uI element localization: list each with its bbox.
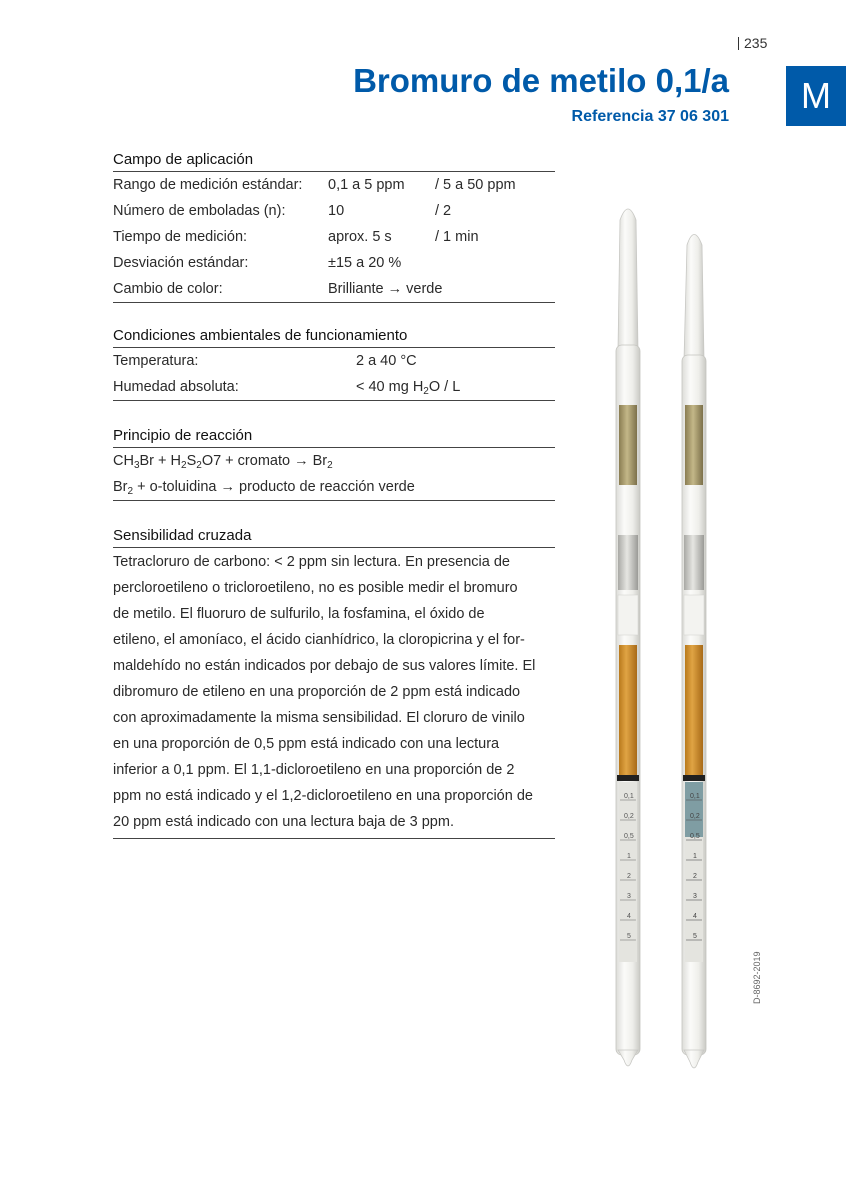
table-row: [113, 198, 555, 224]
text-line: inferior a 0,1 ppm. El 1,1-dicloroetileno en una proporción de 2: [113, 762, 515, 778]
scale-label: 0,2: [690, 813, 700, 820]
divider: [113, 500, 555, 501]
row-label: Desviación estándar:: [113, 255, 249, 271]
text-line: dibromuro de etileno en una proporción de 2 ppm está indicado: [113, 684, 521, 700]
scale-label: 5: [627, 933, 631, 940]
page-number: 235: [738, 35, 767, 51]
scale-label: 1: [627, 853, 631, 860]
scale-label: 3: [693, 893, 697, 900]
text-line: percloroetileno o tricloroetileno, no es posible medir el bromuro: [113, 580, 518, 596]
table-row: [113, 172, 555, 198]
row-label: Número de emboladas (n):: [113, 203, 286, 219]
reaction-line: $Br_2$ + o-toluidina → producto de reacción verde: [113, 479, 415, 497]
reference-number: Referencia 37 06 301: [571, 108, 729, 125]
scale-label: 0,5: [690, 833, 700, 840]
section-tab: M: [786, 66, 846, 126]
principio-heading: Principio de reacción: [113, 425, 555, 448]
sensibilidad-section: [113, 525, 555, 839]
divider: [113, 400, 555, 401]
row-value: Brilliante → verde: [328, 281, 443, 297]
row-value: ±15 a 20 %: [328, 255, 402, 271]
scale-label: 0,2: [624, 813, 634, 820]
text-line: de metilo. El fluoruro de sulfurilo, la fosfamina, el óxido de: [113, 606, 485, 622]
scale-label: 0,5: [624, 833, 634, 840]
tube-left: [616, 209, 640, 1066]
row-label: Cambio de color:: [113, 281, 223, 297]
text-line: ppm no está indicado y el 1,2-dicloroetileno en una proporción de: [113, 788, 533, 804]
row-value: 2 a 40 °C: [356, 353, 417, 369]
campo-heading: Campo de aplicación: [113, 149, 555, 172]
tube-right: [682, 235, 706, 1069]
scale-label: 5: [693, 933, 697, 940]
page-title: Bromuro de metilo 0,1/a: [353, 62, 729, 99]
table-row: [113, 348, 555, 374]
scale-label: 1: [693, 853, 697, 860]
row-value: < 40 mg $H_2O$ / L: [356, 379, 461, 397]
text-line: Tetracloruro de carbono: < 2 ppm sin lectura. En presencia de: [113, 554, 510, 570]
sensibilidad-text: [113, 548, 555, 838]
detector-tubes-photo: [600, 200, 745, 1080]
divider: [113, 838, 555, 839]
table-row: [113, 250, 555, 276]
scale-label: 0,1: [624, 793, 634, 800]
text-line: con aproximadamente la misma sensibilidad. El cloruro de vinilo: [113, 710, 525, 726]
row-label: Humedad absoluta:: [113, 379, 239, 395]
row-value: 10: [328, 203, 345, 219]
row-value-alt: / 1 min: [435, 229, 479, 245]
scale-label: 4: [693, 913, 697, 920]
row-label: Temperatura:: [113, 353, 199, 369]
table-row: [113, 276, 555, 302]
divider: [113, 302, 555, 303]
scale-label: 2: [627, 873, 631, 880]
campo-section: [113, 149, 555, 303]
condiciones-heading: Condiciones ambientales de funcionamiento: [113, 325, 555, 348]
text-line: 20 ppm está indicado con una lectura baja de 3 ppm.: [113, 814, 454, 830]
scale-label: 3: [627, 893, 631, 900]
text-line: etileno, el amoníaco, el ácido cianhídrico, la cloropicrina y el for-: [113, 632, 525, 648]
condiciones-section: [113, 325, 555, 401]
row-value-alt: / 2: [435, 203, 452, 219]
row-value: 0,1 a 5 ppm: [328, 177, 405, 193]
row-label: Rango de medición estándar:: [113, 177, 303, 193]
scale-label: 2: [693, 873, 697, 880]
principio-section: [113, 425, 555, 501]
sensibilidad-heading: Sensibilidad cruzada: [113, 525, 555, 548]
text-line: en una proporción de 0,5 ppm está indicado con una lectura: [113, 736, 500, 752]
reaction-line: $CH_3Br + H_2S_2O7$ + cromato → $Br_2$: [113, 453, 333, 471]
scale-label: 0,1: [690, 793, 700, 800]
text-line: maldehído no están indicados por debajo de sus valores límite. El: [113, 658, 536, 674]
row-value: aprox. 5 s: [328, 229, 392, 245]
table-row: [113, 224, 555, 250]
row-value-alt: / 5 a 50 ppm: [435, 177, 516, 193]
row-label: Tiempo de medición:: [113, 229, 248, 245]
table-row: [113, 374, 555, 400]
scale-label: 4: [627, 913, 631, 920]
